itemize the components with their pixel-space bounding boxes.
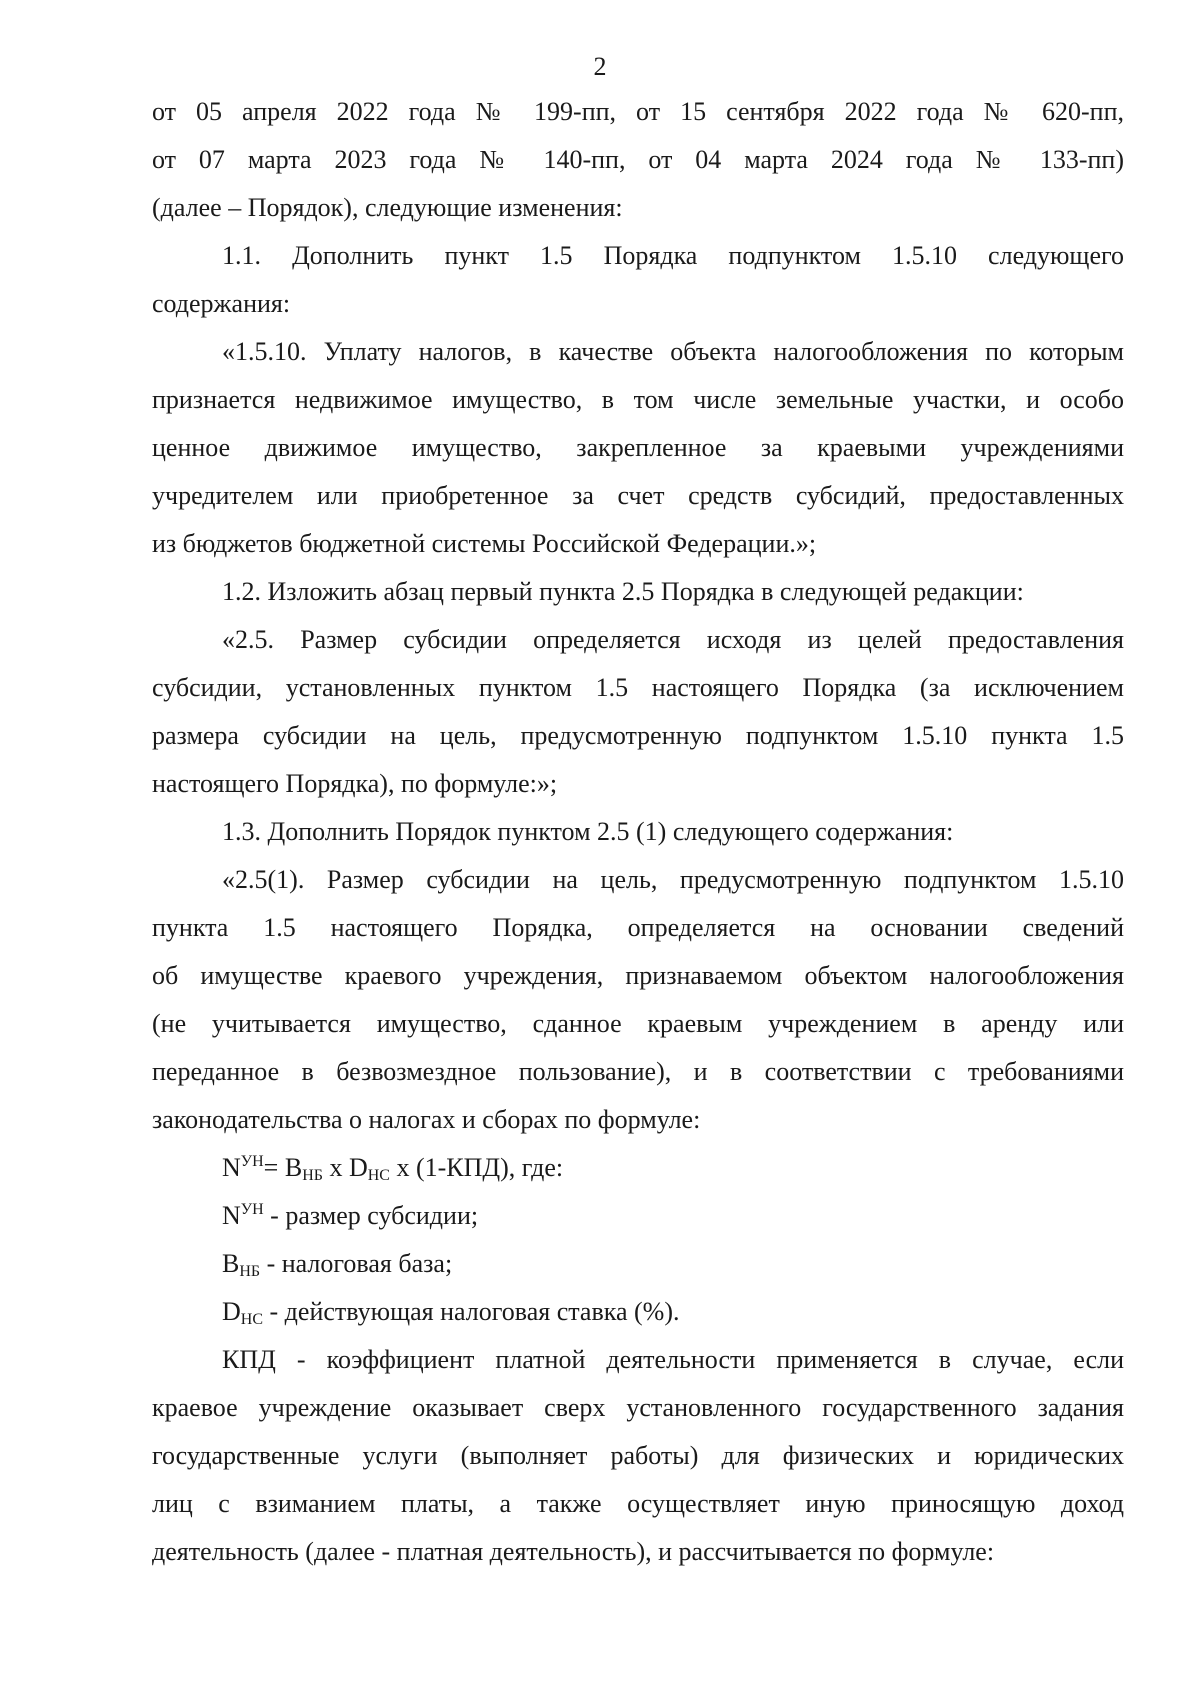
definition-d [152,1288,1124,1336]
formula-b: B [284,1153,303,1182]
def-sup: УН [240,1201,264,1218]
formula-line [152,1144,1124,1192]
text-line: 1.1. Дополнить пункт 1.5 Порядка подпунктом 1.5.10 следующего [222,241,1124,270]
formula-x: x [322,1153,349,1182]
text-line: признается недвижимое имущество, в том числе земельные участки, и особо [152,385,1124,414]
formula-rest: x (1-КПД), где: [389,1153,564,1182]
def-symbol: D [222,1297,241,1326]
definition-b [152,1240,1124,1288]
formula-d: D [348,1153,368,1182]
text-line: 1.3. Дополнить Порядок пунктом 2.5 (1) следующего содержания: [222,817,954,846]
text-line: от 07 марта 2023 года № 140-пп, от 04 марта 2024 года № 133-пп) [152,145,1124,174]
document-body [152,88,1124,1576]
text-line: переданное в безвозмездное пользование), и в соответствии с требованиями [152,1057,1124,1086]
def-sub: НБ [239,1263,261,1280]
text-line: ценное движимое имущество, закрепленное за краевыми учреждениями [152,433,1124,462]
text-line: от 05 апреля 2022 года № 199-пп, от 15 сентября 2022 года № 620-пп, [152,97,1124,126]
formula-d-sub: НС [367,1167,390,1184]
text-line: 1.2. Изложить абзац первый пункта 2.5 Порядка в следующей редакции: [222,577,1024,606]
definition-n [152,1192,1124,1240]
def-text: - действующая налоговая ставка (%). [263,1297,680,1326]
text-line: (не учитывается имущество, сданное краевым учреждением в аренду или [152,1009,1124,1038]
text-line: субсидии, установленных пунктом 1.5 настоящего Порядка (за исключением [152,673,1124,702]
page-number: 2 [593,52,607,81]
text-line: из бюджетов бюджетной системы Российской Федерации.»; [152,529,817,558]
text-line: законодательства о налогах и сборах по формуле: [152,1105,701,1134]
formula-n-sup: УН [240,1153,264,1170]
text-line: учредителем или приобретенное за счет средств субсидий, предоставленных [152,481,1124,510]
text-line: «1.5.10. Уплату налогов, в качестве объекта налогообложения по которым [222,337,1124,366]
text-line: краевое учреждение оказывает сверх установленного государственного задания [152,1393,1124,1422]
text-line: содержания: [152,289,291,318]
formula-n: N [222,1153,241,1182]
formula-eq: = [263,1153,285,1182]
text-line: размера субсидии на цель, предусмотренную подпунктом 1.5.10 пункта 1.5 [152,721,1124,750]
text-line: «2.5. Размер субсидии определяется исходя из целей предоставления [222,625,1124,654]
def-sub: НС [240,1311,264,1328]
text-line: лиц с взиманием платы, а также осуществляет иную приносящую доход [152,1489,1124,1518]
text-line: КПД - коэффициент платной деятельности применяется в случае, если [222,1345,1124,1374]
def-text: - размер субсидии; [263,1201,479,1230]
formula-b-sub: НБ [302,1167,323,1184]
text-line: настоящего Порядка), по формуле:»; [152,769,558,798]
def-symbol: N [222,1201,241,1230]
text-line: деятельность (далее - платная деятельность), и рассчитывается по формуле: [152,1537,995,1566]
text-line: пункта 1.5 настоящего Порядка, определяется на основании сведений [152,913,1124,942]
text-line: об имуществе краевого учреждения, признаваемом объектом налогообложения [152,961,1124,990]
def-symbol: B [222,1249,240,1278]
text-line: «2.5(1). Размер субсидии на цель, предусмотренную подпунктом 1.5.10 [222,865,1124,894]
text-line: (далее – Порядок), следующие изменения: [152,193,623,222]
def-text: - налоговая база; [260,1249,453,1278]
text-line: государственные услуги (выполняет работы) для физических и юридических [152,1441,1124,1470]
